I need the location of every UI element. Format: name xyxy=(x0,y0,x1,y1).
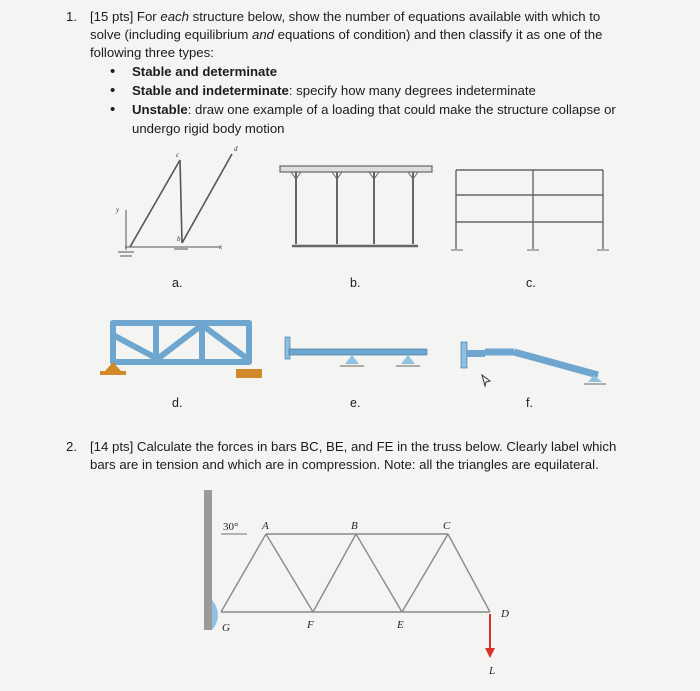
caption-b: b. xyxy=(350,276,361,290)
node-label-A: A xyxy=(262,520,269,532)
node-label-G: G xyxy=(222,622,230,634)
figure-b xyxy=(280,166,432,246)
question-1-number: 1. xyxy=(66,9,77,24)
node-label-D: D xyxy=(501,608,509,620)
caption-a: a. xyxy=(172,276,183,290)
list-item: • Unstable: draw one example of a loading that could make the structure collapse or undergo rigid body motion xyxy=(110,100,626,138)
question-2-text: [14 pts] Calculate the forces in bars BC, BE, and FE in the truss below. Clearly label which bars are in tension and which are in compression. Note: all the triangles are equilateral. xyxy=(90,439,617,472)
fig-a-label-x: x xyxy=(219,243,223,251)
node-label-B: B xyxy=(351,520,358,532)
caption-d: d. xyxy=(172,396,183,410)
question-2-number: 2. xyxy=(66,439,77,454)
figure-c xyxy=(451,170,609,250)
load-label: L xyxy=(489,665,496,677)
list-item: • Stable and indeterminate: specify how many degrees indeterminate xyxy=(110,81,626,100)
node-label-C: C xyxy=(443,520,451,532)
angle-label: 30° xyxy=(223,521,239,533)
fig-a-label-y: y xyxy=(116,206,120,214)
figure-d xyxy=(113,323,249,362)
list-item: • Stable and determinate xyxy=(110,62,626,81)
pointer-icon xyxy=(482,375,490,386)
figure-a xyxy=(118,154,232,256)
node-label-F: F xyxy=(307,619,314,631)
figure-e xyxy=(285,337,427,366)
question-1-text: [15 pts] For each structure below, show the number of equations available with which to solve (including equilibrium and equations of condition) and then classify it as one of the following three types: xyxy=(90,9,603,60)
fig-a-label-d: d xyxy=(234,145,238,153)
node-label-E: E xyxy=(397,619,404,631)
fig-a-label-b: b xyxy=(177,235,181,243)
figure-q2-truss xyxy=(204,490,495,658)
caption-f: f. xyxy=(526,396,533,410)
caption-c: c. xyxy=(526,276,536,290)
fig-a-label-c: c xyxy=(176,151,180,159)
caption-e: e. xyxy=(350,396,361,410)
question-2 xyxy=(66,438,626,474)
